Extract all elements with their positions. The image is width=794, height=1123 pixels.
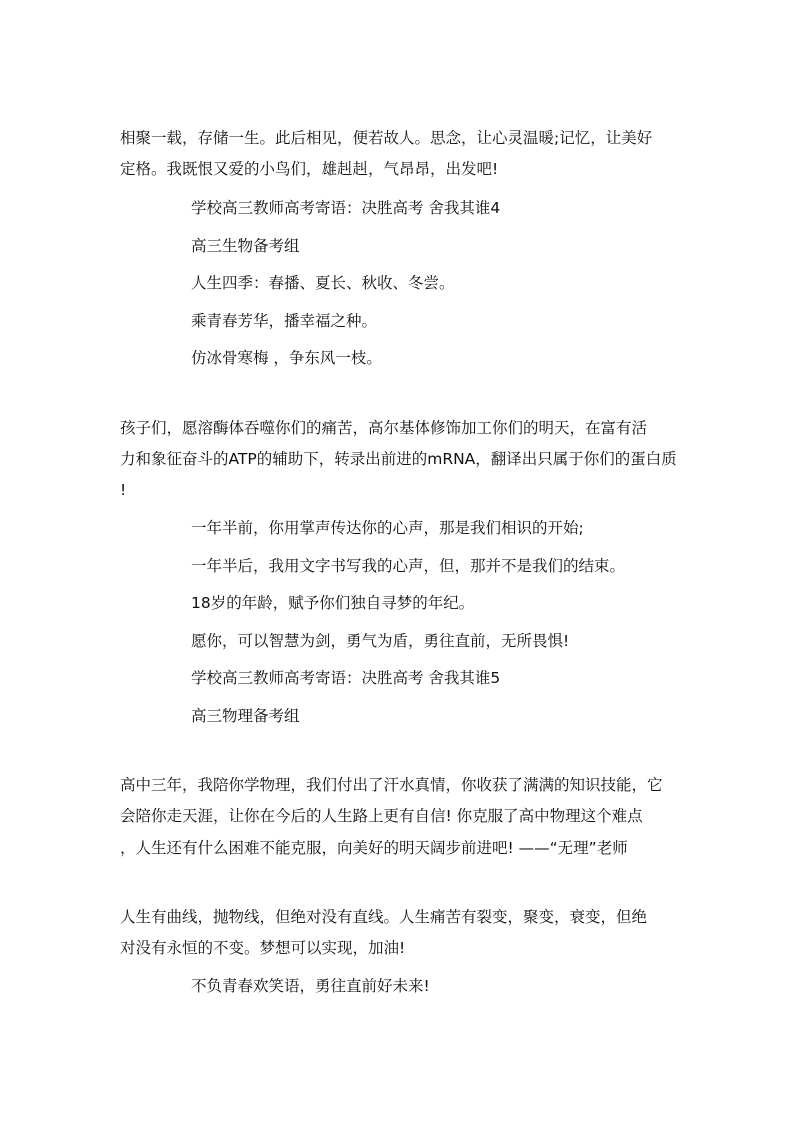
paragraph-line: 孩子们，愿溶酶体吞噬你们的痛苦，高尔基体修饰加工你们的明天，在富有活 bbox=[120, 419, 648, 437]
paragraph-line: 不负青春欢笑语，勇往直前好未来! bbox=[191, 977, 430, 995]
paragraph-line: 一年半后，我用文字书写我的心声，但，那并不是我们的结束。 bbox=[191, 557, 626, 575]
paragraph-line: 18岁的年龄，赋予你们独自寻梦的年纪。 bbox=[191, 594, 475, 612]
paragraph-line: 乘青春芳华，播幸福之种。 bbox=[191, 312, 378, 330]
paragraph-line: 仿冰骨寒梅 ，争东风一枝。 bbox=[191, 349, 382, 367]
paragraph-line: ! bbox=[120, 481, 127, 499]
paragraph-line: 人生四季：春播、夏长、秋收、冬尝。 bbox=[191, 274, 455, 292]
paragraph-line: 人生有曲线，抛物线，但绝对没有直线。人生痛苦有裂变，聚变，衰变，但绝 bbox=[120, 908, 648, 926]
paragraph-line: 对没有永恒的不变。梦想可以实现，加油! bbox=[120, 939, 406, 957]
paragraph-line: ，人生还有什么困难不能克服，向美好的明天阔步前进吧! ——“无理”老师 bbox=[120, 839, 628, 857]
section-title: 学校高三教师高考寄语：决胜高考 舍我其谁4 bbox=[191, 199, 501, 217]
paragraph-line: 高中三年，我陪你学物理，我们付出了汗水真情，你收获了满满的知识技能，它 bbox=[120, 776, 663, 794]
section-title: 学校高三教师高考寄语：决胜高考 舍我其谁5 bbox=[191, 669, 501, 687]
paragraph-line: 会陪你走天涯，让你在今后的人生路上更有自信! 你克服了高中物理这个难点 bbox=[120, 807, 643, 825]
paragraph-line: 定格。我既恨又爱的小鸟们，雄赳赳，气昂昂，出发吧! bbox=[120, 160, 499, 178]
section-subtitle: 高三生物备考组 bbox=[191, 237, 300, 255]
section-subtitle: 高三物理备考组 bbox=[191, 707, 300, 725]
paragraph-line: 一年半前，你用掌声传达你的心声，那是我们相识的开始; bbox=[191, 519, 584, 537]
paragraph-line: 力和象征奋斗的ATP的辅助下，转录出前进的mRNA，翻译出只属于你们的蛋白质 bbox=[120, 450, 677, 468]
paragraph-line: 愿你，可以智慧为剑，勇气为盾，勇往直前，无所畏惧! bbox=[191, 632, 570, 650]
paragraph-line: 相聚一载，存储一生。此后相见，便若故人。思念，让心灵温暖;记忆，让美好 bbox=[120, 129, 653, 147]
